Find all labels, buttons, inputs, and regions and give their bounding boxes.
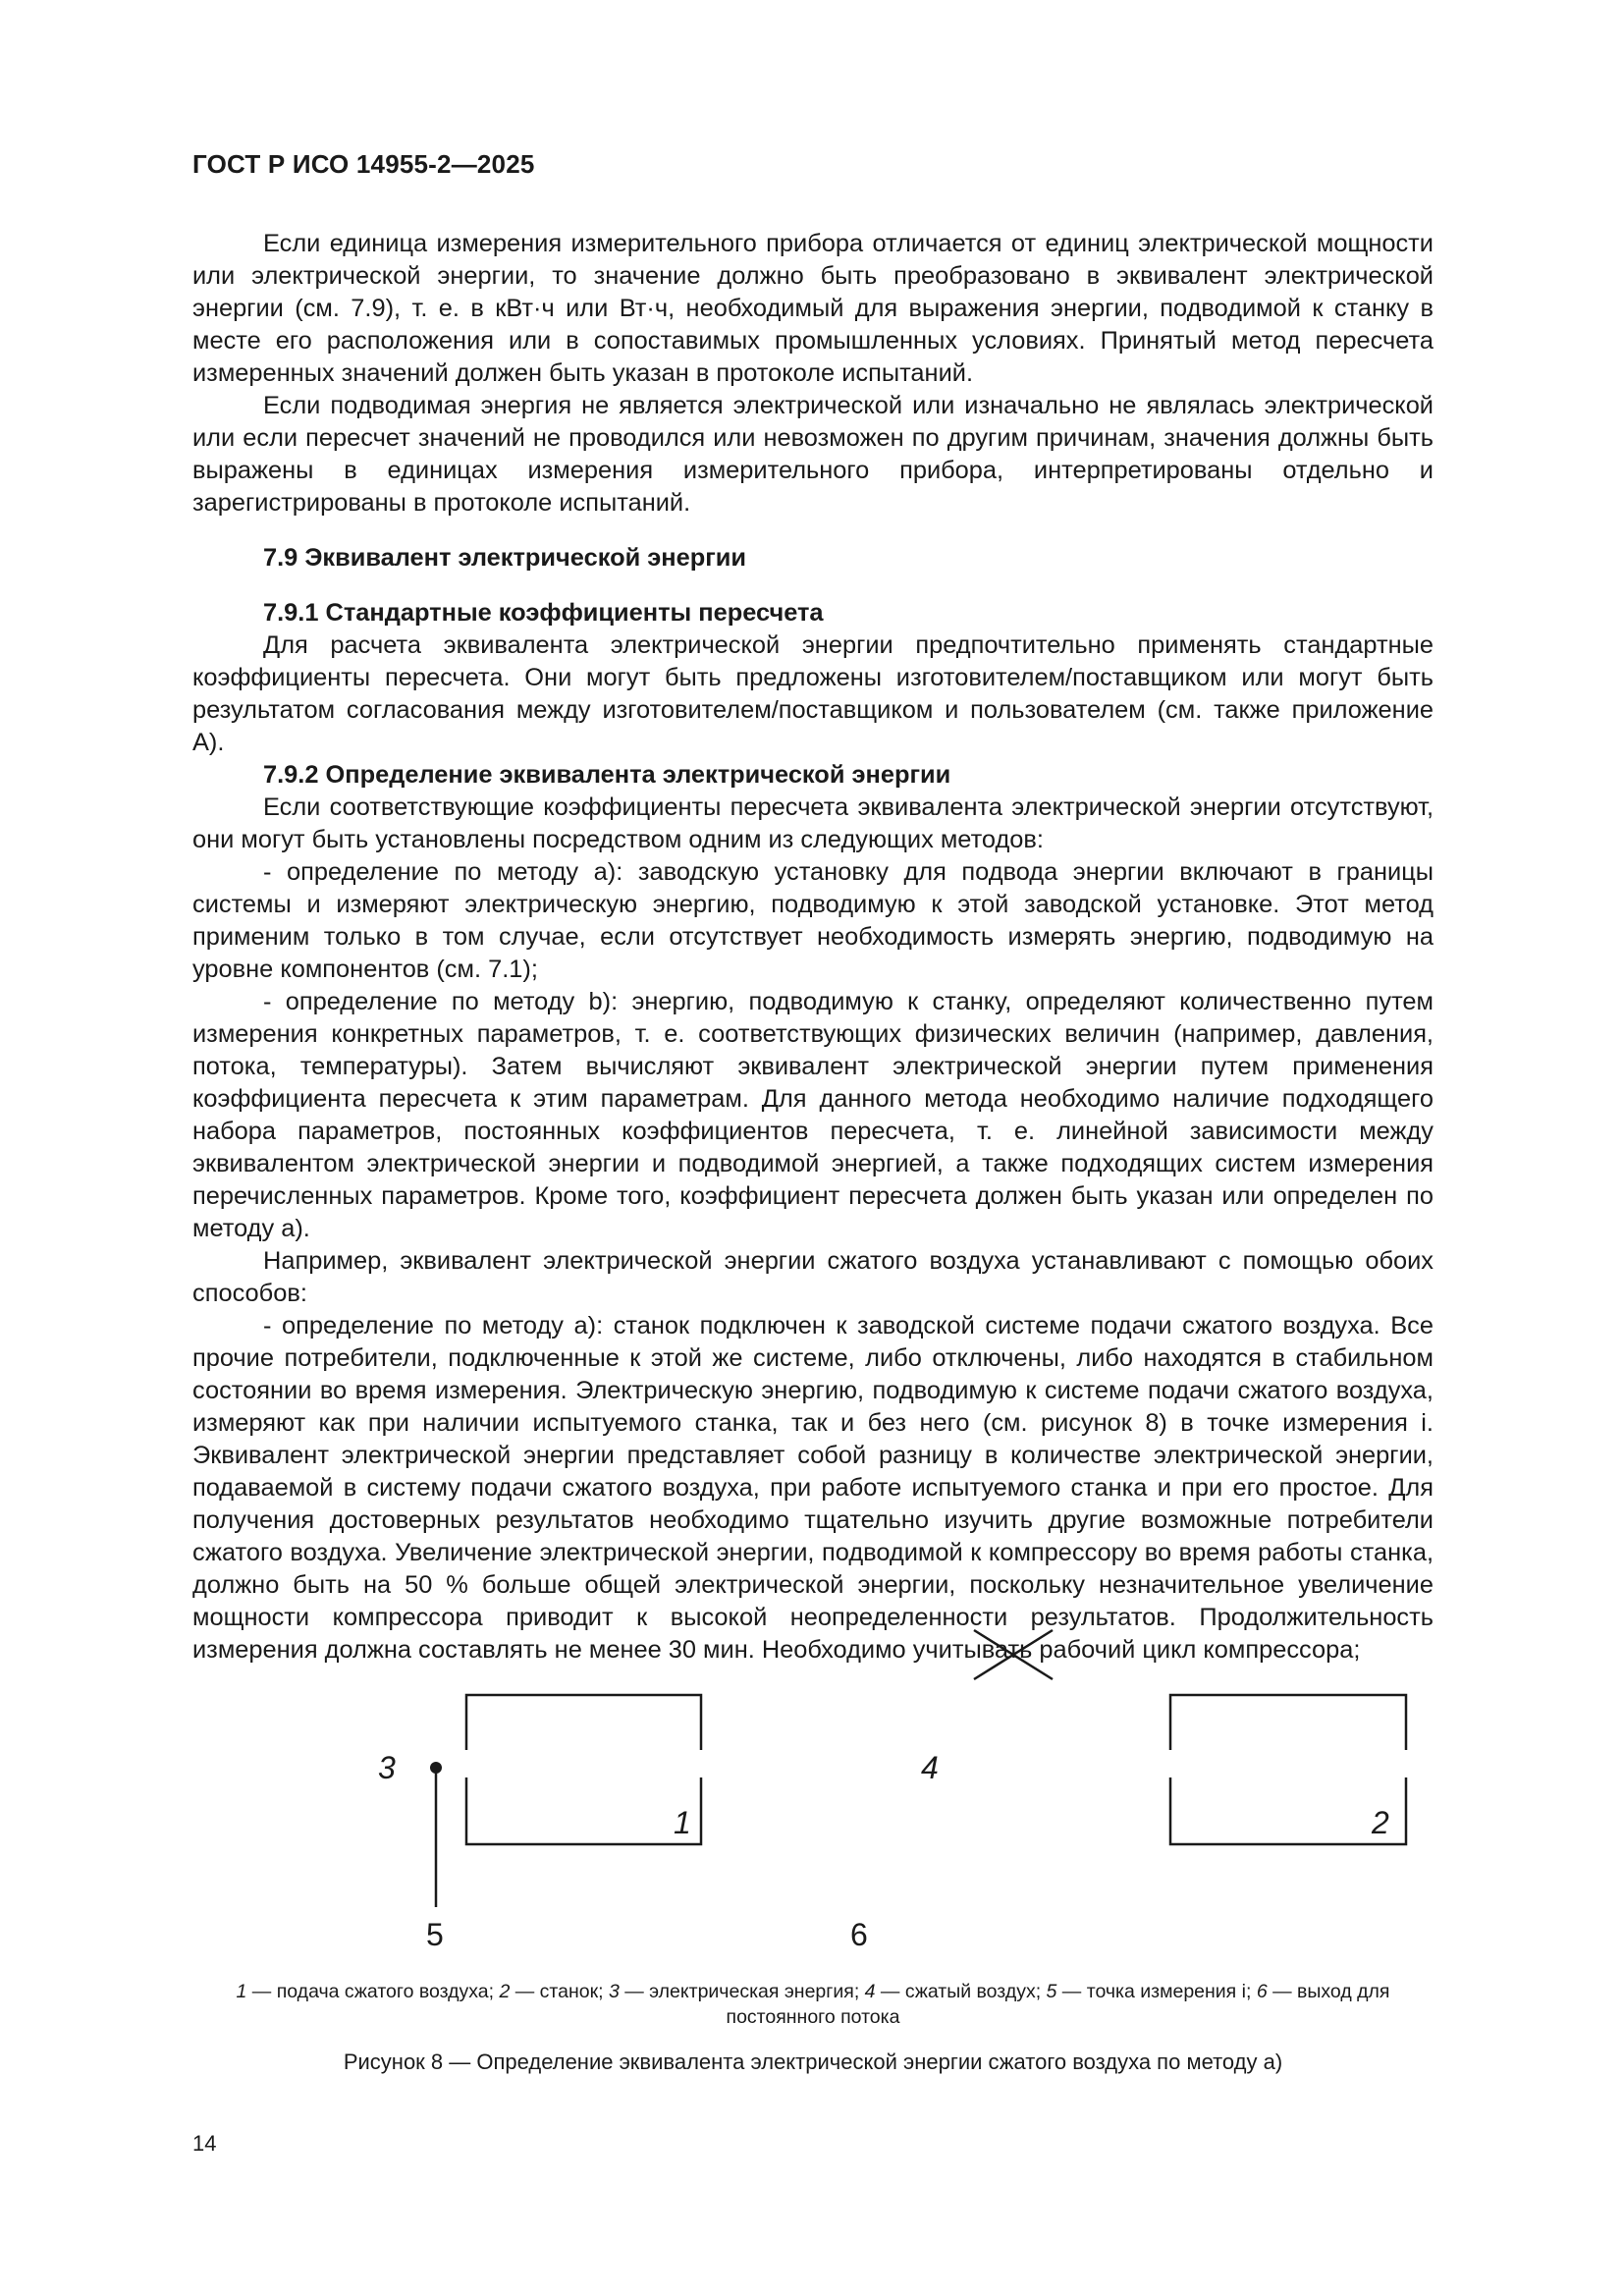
box-1-upper <box>466 1695 701 1750</box>
label-4: 4 <box>921 1750 939 1785</box>
legend-number: 6 <box>1256 1981 1268 2002</box>
legend-text: — станок; <box>510 1981 609 2002</box>
figure-caption: Рисунок 8 — Определение эквивалента электрической энергии сжатого воздуха по методу а) <box>343 2050 1283 2074</box>
list-item: - определение по методу b): энергию, подводимую к станку, определяют количественно путем измерения конкретных параметров, т. е. соответствующих физических величин (например, давления, потока, температуры). Затем вычисляют эквивалент электрической энергии путем применения коэффициента пересчета к этим параметрам. Для данного метода необходимо наличие подходящего набора параметров, постоянных коэффициентов пересчета, т. е. линейной зависимости между эквивалентом электрической энергии и подводимой энергией, а также подходящих систем измерения перечисленных параметров. Кроме того, коэффициент пересчета должен быть указан или определен по методу а). <box>192 988 1434 1242</box>
figure-legend <box>192 1979 1434 2030</box>
label-1: 1 <box>674 1805 691 1840</box>
legend-number: 4 <box>864 1981 876 2002</box>
label-2: 2 <box>1372 1805 1389 1840</box>
legend-text: — электрическая энергия; <box>619 1981 865 2002</box>
section-heading-7-9-1: 7.9.1 Стандартные коэффициенты пересчета <box>263 599 824 627</box>
page-number: 14 <box>192 2131 217 2156</box>
box-2-upper <box>1170 1695 1406 1750</box>
paragraph: Для расчета эквивалента электрической энергии предпочтительно применять стандартные коэффициенты пересчета. Они могут быть предложены изготовителем/поставщиком или могут быть результатом согласования между изготовителем/поставщиком и пользователем (см. также приложение А). <box>192 631 1434 756</box>
section-heading-7-9: 7.9 Эквивалент электрической энергии <box>263 544 747 572</box>
legend-text: — подача сжатого воздуха; <box>246 1981 500 2002</box>
legend-text: — точка измерения i; <box>1056 1981 1257 2002</box>
list-item: - определение по методу а): станок подключен к заводской системе подачи сжатого воздуха. Все прочие потребители, подключенные к этой же системе, либо отключены, либо находятся в стабильном состоянии во время измерения. Электрическую энергию, подводимую к системе подачи сжатого воздуха, измеряют как при наличии испытуемого станка, так и без него (см. рисунок 8) в точке измерения i. Эквивалент электрической энергии представляет собой разницу в количестве электрической энергии, подаваемой в систему подачи сжатого воздуха, при работе испытуемого станка и при его простое. Для получения достоверных результатов необходимо тщательно изучить другие возможные потребители сжатого воздуха. Увеличение электрической энергии, подводимой к компрессору во время работы станка, должно быть на 50 % больше общей электрической энергии, поскольку незначительное увеличение мощности компрессора приводит к высокой неопределенности результатов. Продолжительность измерения должна составлять не менее 30 мин. Необходимо учитывать рабочий цикл компрессора; <box>192 1312 1434 1664</box>
figure-8 <box>0 1581 1623 1994</box>
label-3: 3 <box>378 1750 396 1785</box>
box-1-lower <box>466 1777 701 1844</box>
label-5: 5 <box>426 1917 444 1952</box>
figure-8-diagram <box>0 1581 1623 1994</box>
paragraph: Например, эквивалент электрической энергии сжатого воздуха устанавливают с помощью обоих способов: <box>192 1247 1434 1307</box>
measurement-point-marker <box>430 1762 442 1774</box>
box-2-lower <box>1170 1777 1406 1844</box>
list-item: - определение по методу a): заводскую установку для подвода энергии включают в границы системы и измеряют электрическую энергию, подводимую к этой заводской установке. Этот метод применим только в том случае, если отсутствует необходимость измерять энергию, подводимую на уровне компонентов (см. 7.1); <box>192 858 1434 983</box>
body-text <box>192 228 1434 1667</box>
legend-number: 3 <box>608 1981 620 2002</box>
legend-text: — выход для постоянного потока <box>726 1981 1390 2028</box>
legend-number: 5 <box>1046 1981 1057 2002</box>
label-6: 6 <box>850 1917 868 1952</box>
section-heading-7-9-2: 7.9.2 Определение эквивалента электрической энергии <box>263 761 951 789</box>
legend-number: 1 <box>236 1981 247 2002</box>
document-code-header: ГОСТ Р ИСО 14955-2—2025 <box>192 149 535 179</box>
legend-number: 2 <box>499 1981 511 2002</box>
paragraph: Если соответствующие коэффициенты пересчета эквивалента электрической энергии отсутствуют, они могут быть установлены посредством одним из следующих методов: <box>192 793 1434 853</box>
legend-text: — сжатый воздух; <box>875 1981 1047 2002</box>
paragraph: Если единица измерения измерительного прибора отличается от единиц электрической мощности или электрической энергии, то значение должно быть преобразовано в эквивалент электрической энергии (см. 7.9), т. е. в кВт·ч или Вт·ч, необходимый для выражения энергии, подводимой к станку в месте его расположения или в сопоставимых промышленных условиях. Принятый метод пересчета измеренных значений должен быть указан в протоколе испытаний. <box>192 230 1434 387</box>
paragraph: Если подводимая энергия не является электрической или изначально не являлась электрической или если пересчет значений не проводился или невозможен по другим причинам, значения должны быть выражены в единицах измерения измерительного прибора, интерпретированы отдельно и зарегистрированы в протоколе испытаний. <box>192 392 1434 517</box>
